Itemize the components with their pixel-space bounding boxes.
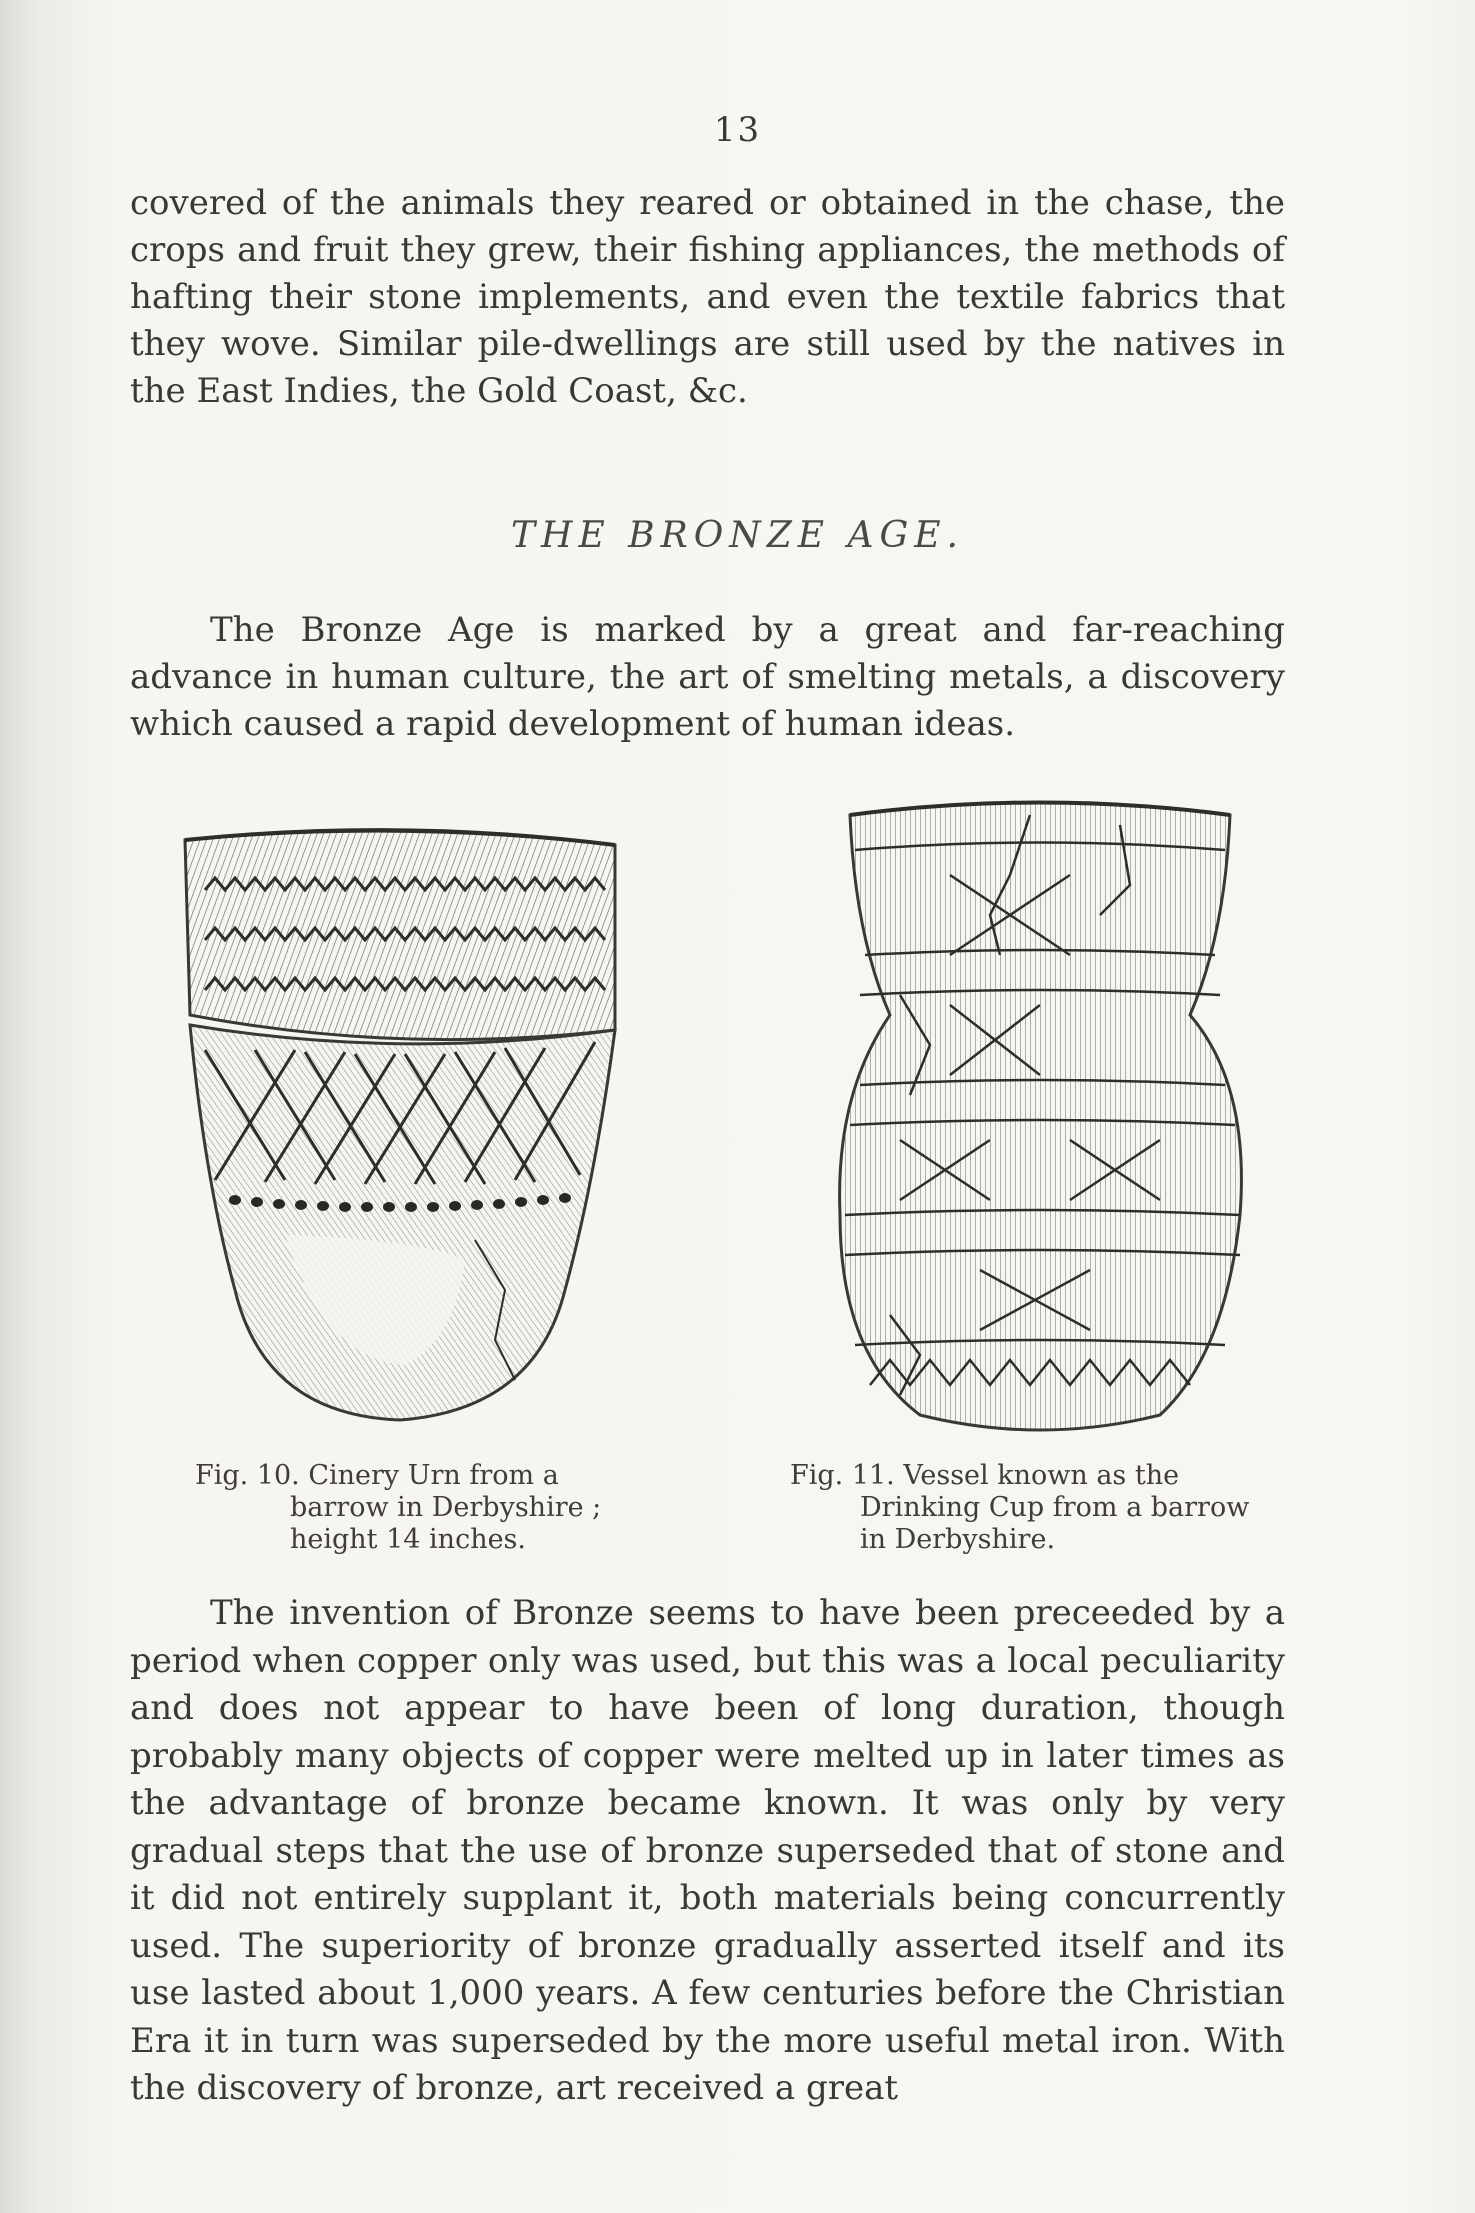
caption-figure-11 <box>790 1460 1310 1556</box>
urn-illustration <box>175 820 625 1440</box>
drinking-cup-illustration <box>830 795 1250 1435</box>
caption-figure-10 <box>195 1460 665 1556</box>
paragraph-text: The Bronze Age is marked by a great and far-reaching advance in human culture, the art of smelting metals, a discovery which caused a rapid development of human ideas. <box>130 610 1285 744</box>
caption-line: height 14 inches. <box>290 1524 526 1555</box>
paragraph-text: covered of the animals they reared or obtained in the chase, the crops and fruit they grew, their fishing appliances, the methods of hafting their stone implements, and even the textile fabrics that they wove. Similar pile-dwellings are still used by the natives in the East Indies, the Gold Coast, &c. <box>130 183 1285 411</box>
paragraph-pile-dwellings <box>130 180 1285 415</box>
caption-line: in Derbyshire. <box>860 1524 1056 1555</box>
section-heading: THE BRONZE AGE. <box>511 515 964 556</box>
caption-line: Fig. 11. Vessel known as the <box>790 1460 1180 1491</box>
page-number: 13 <box>713 110 762 150</box>
caption-line: Drinking Cup from a barrow <box>860 1492 1250 1523</box>
figure-cinery-urn <box>175 820 625 1440</box>
caption-line: Fig. 10. Cinery Urn from a <box>195 1460 559 1491</box>
paragraph-text: The invention of Bronze seems to have been preceeded by a period when copper only was used, but this was a local peculiarity and does not appear to have been of long duration, though probably many objects of copper were melted up in later times as the advantage of bronze became known. It was only by very gradual steps that the use of bronze superseded that of stone and it did not entirely supplant it, both materials being concurrently used. The superiority of bronze gradually asserted itself and its use lasted about 1,000 years. A few centuries before the Christian Era it in turn was superseded by the more useful metal iron. With the discovery of bronze, art received a great <box>130 1593 1285 2108</box>
figure-drinking-cup <box>830 795 1250 1435</box>
caption-line: barrow in Derbyshire ; <box>290 1492 602 1523</box>
paragraph-bronze-intro <box>130 607 1285 748</box>
paragraph-invention-of-bronze <box>130 1590 1285 2113</box>
